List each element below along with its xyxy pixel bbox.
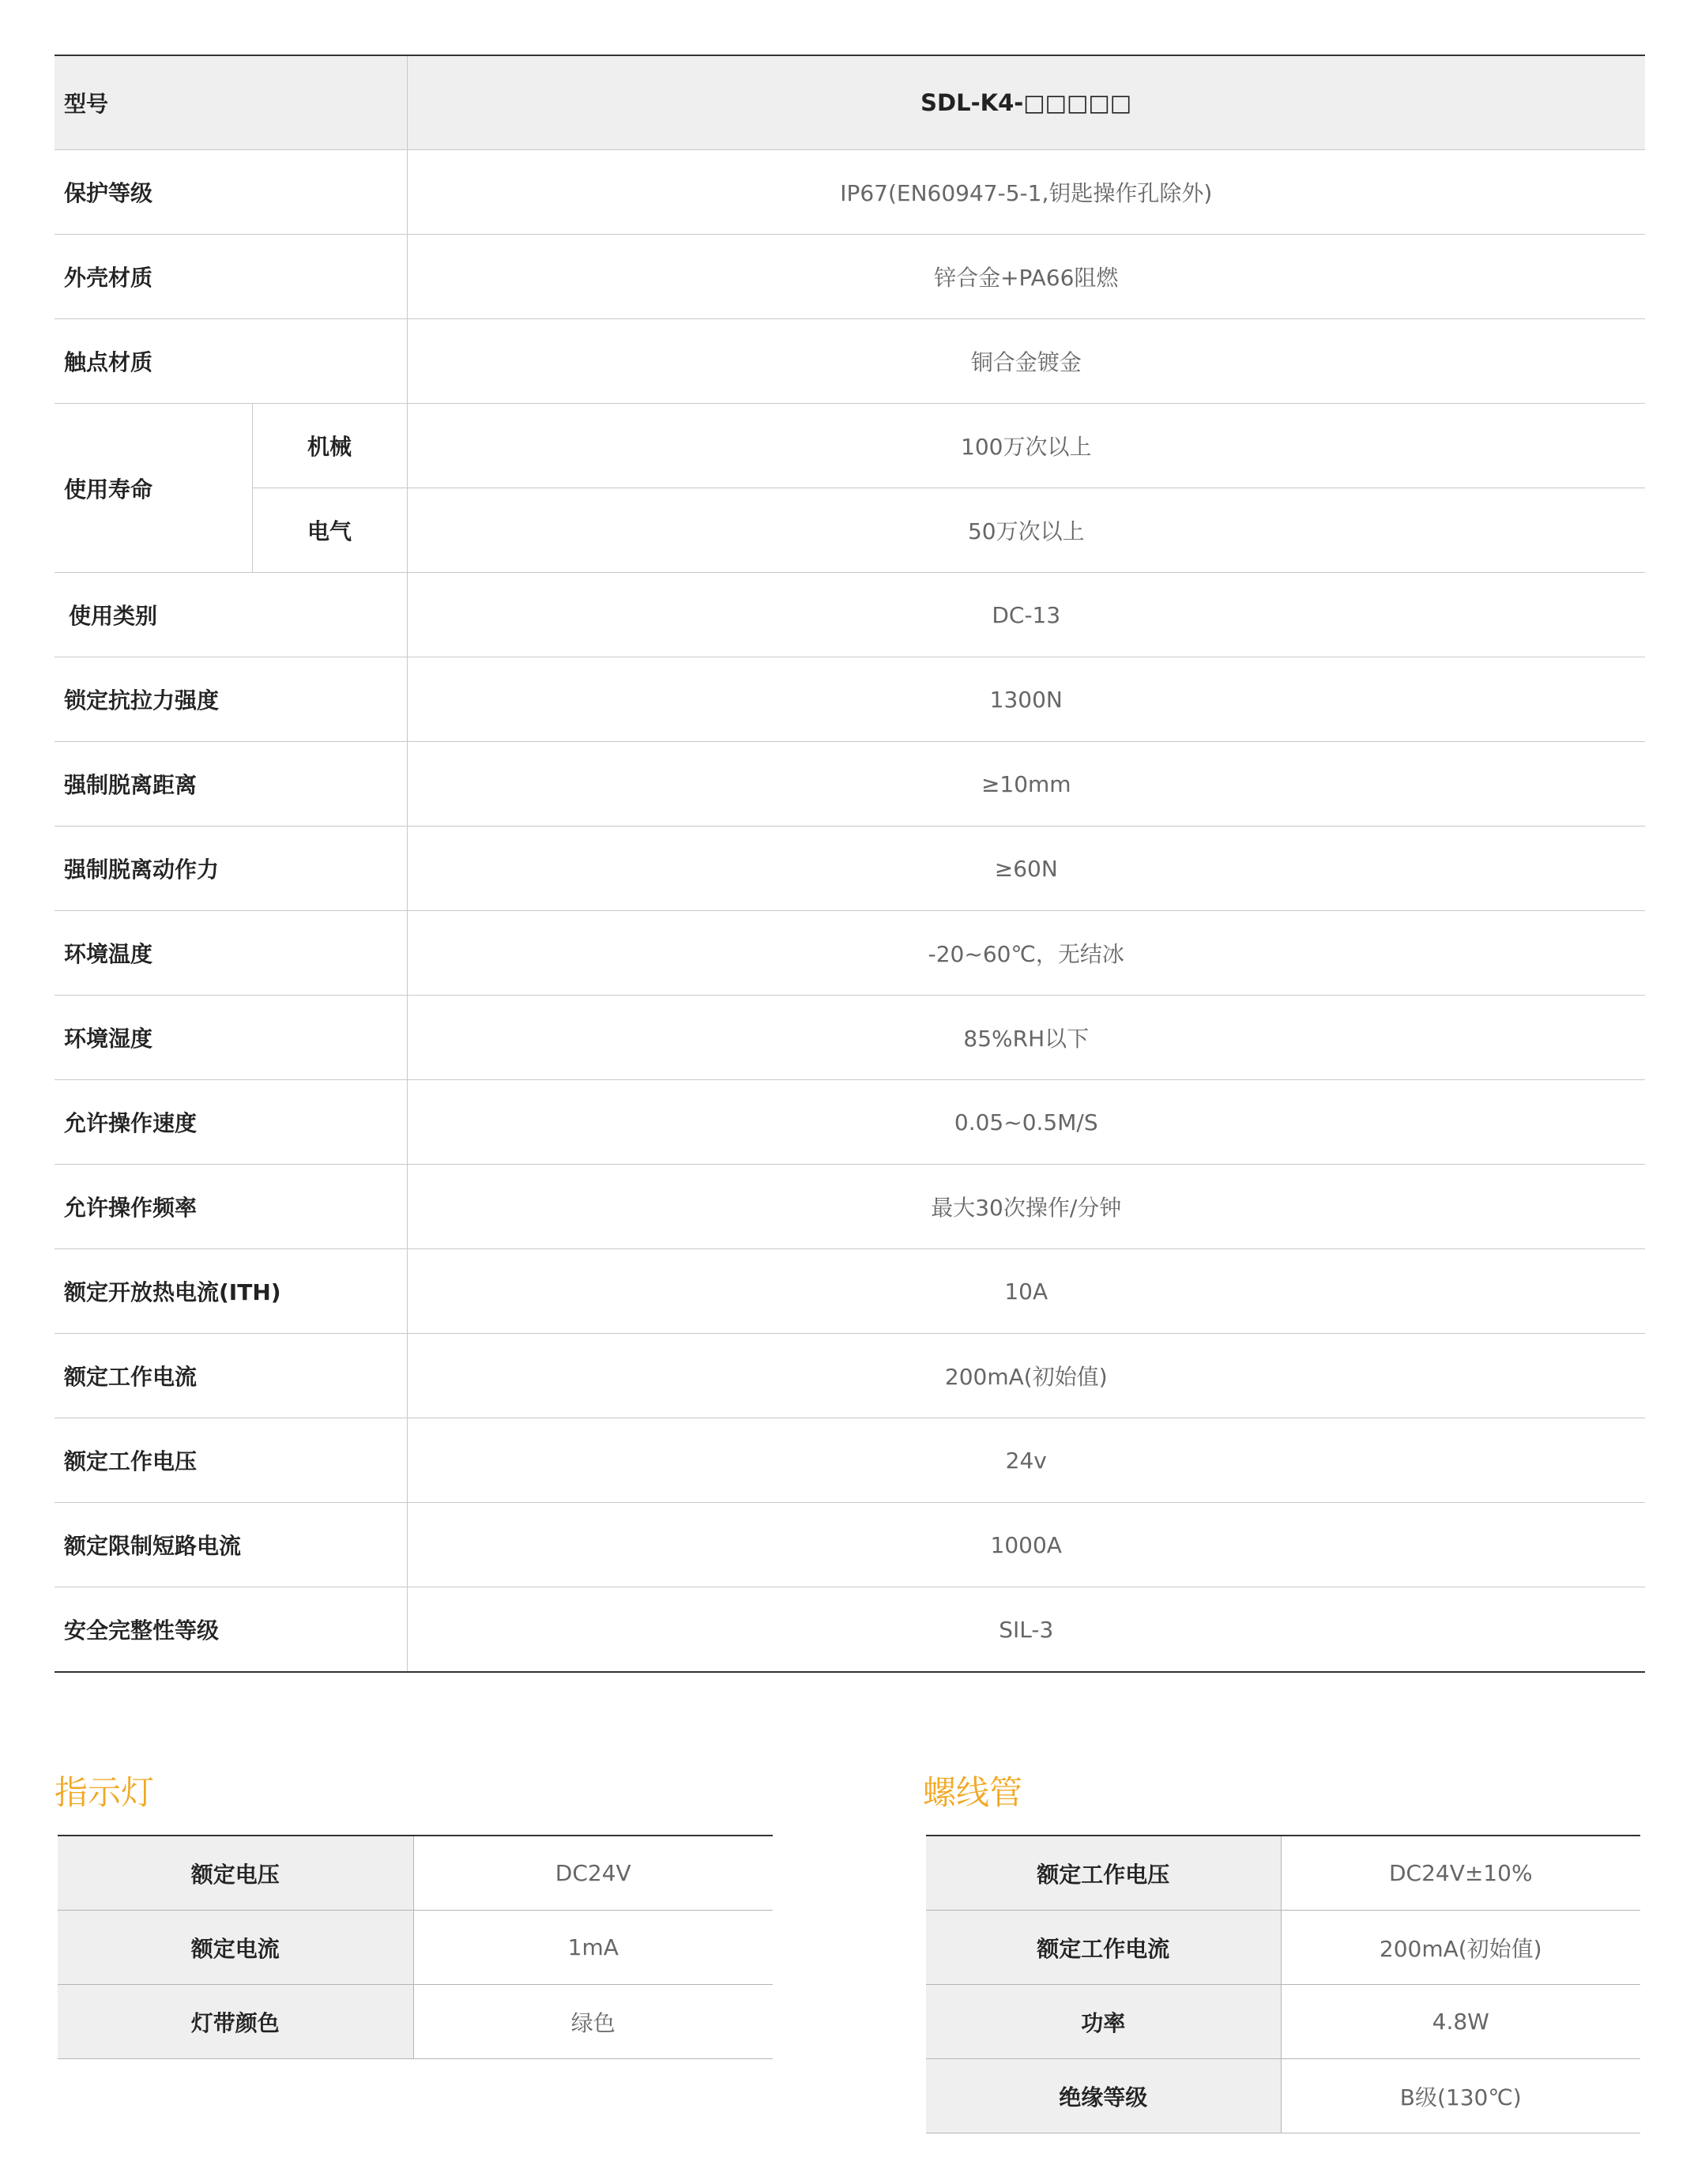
row-value: 1300N — [407, 657, 1645, 742]
spec-table — [55, 55, 1645, 1673]
table-row — [55, 1249, 1645, 1334]
row-label: 强制脱离距离 — [55, 742, 407, 827]
model-label: 型号 — [55, 55, 407, 150]
row-value: 10A — [407, 1249, 1645, 1334]
table-row — [55, 1334, 1645, 1418]
life-label: 使用寿命 — [55, 404, 252, 573]
row-label: 触点材质 — [55, 319, 407, 404]
table-row-life-electrical — [55, 488, 1645, 573]
row-value: IP67(EN60947-5-1,钥匙操作孔除外) — [407, 150, 1645, 235]
row-label: 强制脱离动作力 — [55, 827, 407, 911]
table-row — [55, 742, 1645, 827]
table-row-life-mechanical — [55, 404, 1645, 488]
table-row — [926, 1985, 1640, 2059]
row-value: 200mA(初始值) — [1281, 1911, 1640, 1985]
indicator-title: 指示灯 — [55, 1773, 155, 1812]
row-value: 200mA(初始值) — [407, 1334, 1645, 1418]
row-value: 4.8W — [1281, 1985, 1640, 2059]
row-value: ≥10mm — [407, 742, 1645, 827]
row-label: 灯带颜色 — [58, 1985, 413, 2059]
table-row — [55, 657, 1645, 742]
table-row — [55, 827, 1645, 911]
table-row — [55, 1165, 1645, 1249]
model-value: SDL-K4-□□□□□ — [407, 55, 1645, 150]
row-value: DC24V±10% — [1281, 1836, 1640, 1911]
row-label: 使用类别 — [55, 573, 407, 657]
table-row — [55, 1587, 1645, 1673]
row-label: 额定限制短路电流 — [55, 1503, 407, 1587]
table-row — [58, 1836, 773, 1911]
table-row — [55, 319, 1645, 404]
row-label: 绝缘等级 — [926, 2059, 1281, 2133]
table-row — [55, 1503, 1645, 1587]
row-value: DC-13 — [407, 573, 1645, 657]
electrical-value: 50万次以上 — [407, 488, 1645, 573]
row-value: 1mA — [413, 1911, 773, 1985]
row-value: 锌合金+PA66阻燃 — [407, 235, 1645, 319]
row-value: 0.05~0.5M/S — [407, 1080, 1645, 1165]
row-label: 外壳材质 — [55, 235, 407, 319]
row-value: DC24V — [413, 1836, 773, 1911]
table-row — [58, 1911, 773, 1985]
row-value: -20~60℃，无结冰 — [407, 911, 1645, 996]
mechanical-value: 100万次以上 — [407, 404, 1645, 488]
row-value: ≥60N — [407, 827, 1645, 911]
table-row — [55, 150, 1645, 235]
indicator-table — [58, 1835, 773, 2059]
row-label: 额定工作电流 — [926, 1911, 1281, 1985]
row-value: SIL-3 — [999, 1616, 1054, 1643]
row-label: 额定电流 — [58, 1911, 413, 1985]
row-value: 85%RH以下 — [407, 996, 1645, 1080]
row-value: 铜合金镀金 — [407, 319, 1645, 404]
table-row — [55, 911, 1645, 996]
table-row — [55, 996, 1645, 1080]
row-label: 保护等级 — [55, 150, 407, 235]
table-row — [55, 1080, 1645, 1165]
row-value: 1000A — [407, 1503, 1645, 1587]
table-row — [926, 2059, 1640, 2133]
row-label: 允许操作频率 — [55, 1165, 407, 1249]
row-value: 24v — [407, 1418, 1645, 1503]
solenoid-title: 螺线管 — [923, 1773, 1023, 1812]
row-label: 锁定抗拉力强度 — [55, 657, 407, 742]
row-label: 额定电压 — [58, 1836, 413, 1911]
table-row — [55, 1418, 1645, 1503]
table-row — [926, 1836, 1640, 1911]
row-label: 额定开放热电流(ITH) — [55, 1249, 407, 1334]
table-row — [58, 1985, 773, 2059]
row-label: 功率 — [926, 1985, 1281, 2059]
row-value: B级(130℃) — [1281, 2059, 1640, 2133]
row-value: 最大30次操作/分钟 — [407, 1165, 1645, 1249]
row-label: 环境温度 — [55, 911, 407, 996]
row-label: 环境湿度 — [55, 996, 407, 1080]
row-label: 允许操作速度 — [55, 1080, 407, 1165]
table-row-model — [55, 55, 1645, 150]
row-label: 额定工作电流 — [55, 1334, 407, 1418]
table-row — [55, 235, 1645, 319]
row-label: 额定工作电压 — [926, 1836, 1281, 1911]
table-row — [55, 573, 1645, 657]
row-label: 额定工作电压 — [55, 1418, 407, 1503]
row-label: 安全完整性等级 — [55, 1587, 407, 1673]
electrical-label: 电气 — [252, 488, 407, 573]
mechanical-label: 机械 — [252, 404, 407, 488]
solenoid-table — [926, 1835, 1640, 2133]
table-row — [926, 1911, 1640, 1985]
row-value: 绿色 — [413, 1985, 773, 2059]
